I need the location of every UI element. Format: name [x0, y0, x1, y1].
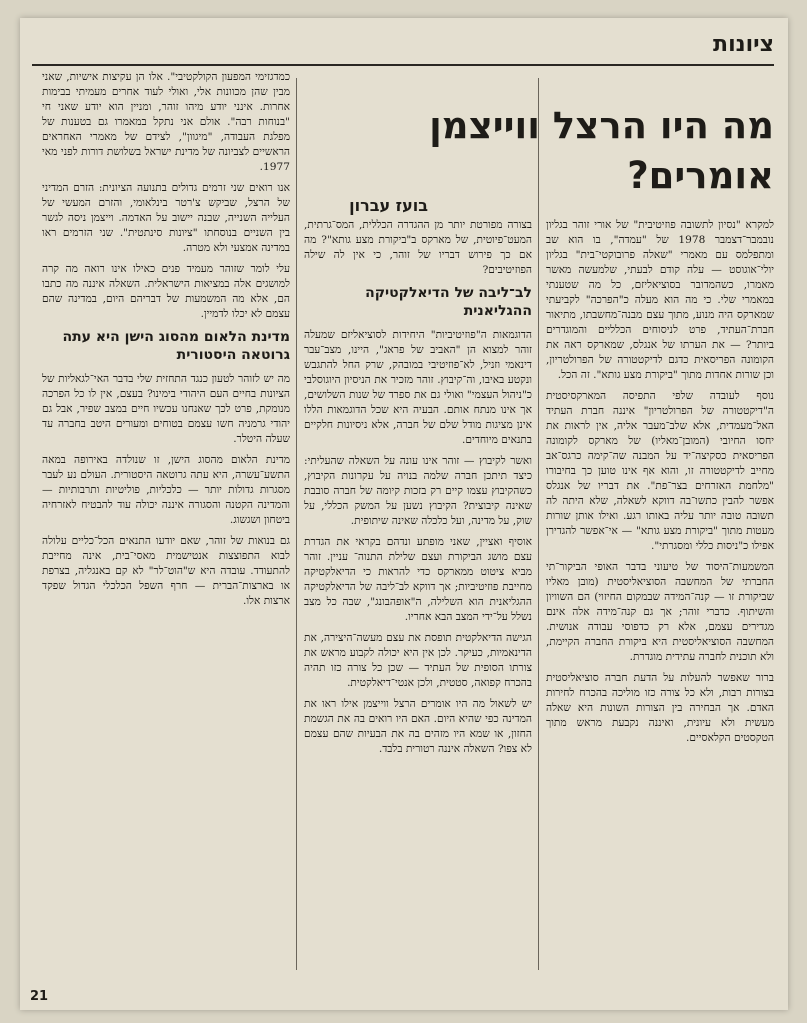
subheading: מדינת הלאום מהסוג הישן היא עתה גרוטאה היסטורית: [62, 329, 290, 363]
column-divider: [538, 78, 539, 970]
paragraph: אוסיף ואציין, שאני מופתע ונדהם בקראי את הגדרת עצם מושג הביקורת ועצם שלילת התנוה־ עניין. זוהר מביא ציטוט ממארקס כדי להראות כי הדיאלקטיקה מחייבת פוזיטיביות; אך דווקא לב־ליבה של הדיאלקטיקה ההגליאנית הוא השלילה, ה"אופהבונג", שבה כל מצב נשלל על־ידי המצב הבא אחריו.: [304, 536, 532, 623]
section-label: ציונות: [713, 32, 774, 57]
article-headline: מה היו הרצל ווייצמן אומרים?: [429, 103, 774, 197]
paragraph: כמדגזימי המפעון הקולקטיבי". אלו הן עקיצות אישיות, שאני מבין שהן מכוונות אלי, ואולי לעוד אחרים מעמיתי בבימות אחרות. אינני יודע מיהו זוהר, ומניין הוא יודע שאני חי "בנוחות רבה". אולם אני נתקל במאמרו גם בטענות של מפלגת העבודה, "מיגוון", לצידם של מאמרי האחראים הראשיים לצביונה של מדינת ישראל בשלושת דורות לפני מאי 1977.: [42, 71, 290, 173]
paragraph: המשמעות־היסוד של טיעוני בדבר האופי הביקור־תי החברתי של המחשבה הסוציאליסטית (מובן מאליו שביקורת זו — קנה־המידה שבמקום החיזוי) הם השוויון והשיתוף. כדברי זוהר; אך גם קנה־מידה אלה אינם מגדירים עצמם, אלא רק כדפוסי עבודה אנושית. המחשבה הסוציאליסטית היא ביקורת החברה הקיימת, ולא תוכנית לחברה עתידית מוגדרת.: [546, 561, 774, 663]
paragraph: מדינת הלאום מהסוג הישן, זו שנולדה באירופה במאה התשע־עשרה, היא עתה גרוטאה היסטורית. העולם נע לעבר מסגרות גדולות יותר — כלכליות, פוליטיות ותרבותיות — והמדינה הקטנה והסגורה איננה יכולה עוד להבטיח לאזרחיה ביטחון ושגשוג.: [42, 454, 290, 526]
subheading: לב־ליבה של הדיאלקטיקה ההגליאנית: [365, 285, 532, 319]
paragraph: הגישה הדיאלקטית תופסת את עצם מעשה־היצירה, את הדינאמיות, כעיקר. לכן אין היא יכולה לקבוע מראש את צורתו הסופית של העתיד — שכן כל צורה כזו תהיה בהכרח קפואה, סטטית, ולכן אנטי־דיאלקטית.: [304, 632, 532, 689]
paragraph: יש לשאול מה היו אומרים הרצל ווייצמן אילו ראו את המדינה כפי שהיא היום. האם היו רואים בה את הגשמת החזון, או שמא היו מזהים בה את הבעיות שהם עצמם לא צפו? השאלה איננה רטורית בלבד.: [304, 698, 532, 755]
magazine-page: [20, 18, 788, 1010]
article-column-middle: [304, 218, 532, 978]
page-number: 21: [30, 989, 49, 1004]
paragraph: למקרא "נסיון לתשובה פוזיטיבית" של אורי זוהר בגליון נובמבר־דצמבר 1978 של "עמדה", בו הוא שב ומתפלמס עם מאמרי "שאלה פרובוקטי־בית" בגליון יולי־אוגוסט — עלה קודם לבעתי, שלמעשה מאשר מאמרו, כשהמדובר בסוציאליזם, כל מה שטענתי במאמרי שלי. כי מה הוא מעלה כ"הפרכה" לקביעתי שמארקס היה מנוע, מתוך עצם מבנה־מחשבתו, מתיאור חברת־העתיד, פרט לניסוחים הכלליים והמוגדרים ביותר? — את הערתו של אנגלס, שמארקס ראה את הקומונה הפריסאית כדגם לדיקטטורה של הפרולטריון, וכן שורות אחדות מתוך "ביקורת מצע גותא". זה הכל.: [546, 219, 774, 381]
article-column-left: [42, 70, 290, 980]
header-rule: [32, 64, 774, 66]
paragraph: ואשר לקיבוץ — זוהר אינו עונה על השאלה שהעליתי: כיצד תיתכן חברה שלמה בנויה על עקרונות הקיבוץ, כשהקיבוץ עצמו קיים רק בזכות קיומה של חברה סובבת שאינה קיבוצית? הקיבוץ נשען על המשק הכללי, על שוק, על מדינה, ועל כלכלה שאינה שיתופית.: [304, 455, 532, 527]
paragraph: גם בנואות של זוהר, שאם יודעו התנאים הכל־כליים עלולה לבוא התפוצצות אנטישמית מאסי־בית, אינה מחייבת להתעודד. עובדה היא ש"הוט־לר" לא קם באנגליה, בצרפת או בארצות־הברית — חרף השפל הכלכלי הגדול שפקד ארצות אלו.: [42, 535, 290, 607]
paragraph: עלי לומר שזוהר מעמיד פנים כאילו אינו רואה מה קרה למושגים אלה במציאות הישראלית. השאלה איננה מה כתבו הם, אלא מה המשמעות של דבריהם היום, במדינה שהם עצמם לא יכלו לדמיין.: [42, 263, 290, 320]
paragraph: בצורה מפורטת יותר מן ההגדרה הכללית, המס־גרתית, המעט־פיוטית, של מארקס ב"ביקורת מצע גותא"? מה אם כך פירוש דבריו של זוהר, כי אין לה שילה הפוזיטיבים?: [304, 219, 532, 276]
paragraph: הדוגמאות ה"פוזיטיביות" היחידות לסוציאליזם שמעלה זוהר למצוא הן "האביב של פראג", היינו, מצב־עבר דינאמי וזניל, לא־פוזיטיבי במובהק, שרק החל להתגבש ונקטע באיבו, וה־קיבוץ. זוהר מזכיר את הניסיון היוגוסלבי כ"ניהול העצמי" ואולי גם את ספרד של שנות השלושים, אך אינו מנתח אותם. הבעיה היא שכל הדוגמאות הללו אינן מציגות מודל שלם של חברה, אלא ניסיונות חלקיים בתנאים מיוחדים.: [304, 329, 532, 446]
paragraph: מה יש לזוהר לטעון כנגד התחזית שלי בדבר האי־לגאליות של הציונות בחיים העם היהודי בימינו? בעצם, אין לו כל הפרכה מנומקת, פרט לכך שאנחנו עכשיו חיים במצב שפיר, אבל גם יהודי גרמניה חשו עצמם בטוחים ומעורים היטב בחברה עד שעלה היטלר.: [42, 373, 290, 445]
paragraph: ברור שאפשר להעלות על הדעת חברה סוציאליסטית בצורות רבות, ולא כל צורה כזו מוליכה בהכרח לחירות האדם. אך הבחירה בין הצורות השונות היא שאלה מעשית ולא עיונית, ואיננה נקבעת מראש מתוך הטקסטים הקלאסיים.: [546, 672, 774, 744]
article-byline: בועז עברון: [349, 196, 428, 215]
column-divider: [296, 78, 297, 970]
paragraph: נוסף לעובדה שלפי התפיסה המארקסיסטית ה"דיקטטורה של הפרולטריון" איננה חברת העתיד האל־מעמדית, אלא שלב־מעבר אליה, אין לראות את יחסו החיובי (המובן־מאליו) של מארקס לקומונה הפריסאית כסקיצה־יד על המבנה שה־קימה כרגס־אב מחייב לדיקטטורה זו, והוא אף אינו טוען כך בחיבורו "מלחמת האזרחים בצר־פת". את דבריו של אנגלס אפשר להבין כתשו־בה דווקא לשאלה, שלא היתה לה תשובה טובה יותר עליה באותו רגע. ואילו אותן שורות מעטות מתוך "ביקורת מצע גותא" — אי־אפשר להגדירן אפילו כ"ניסות כללי ומסגרתי".: [546, 390, 774, 552]
paragraph: אנו רואים שני זרמים גדולים בתנועה הציונית: הזרם המדיני של הרצל, שביקש צ'רטר בינלאומי, והזרם המעשי של העלייה השנייה, שבנה יישוב על האדמה. וייצמן ניסה לגשר בין השניים בנוסחתו "ציונות סינתטית". שני הזרמים ראו במדינה אמצעי ולא מטרה.: [42, 182, 290, 254]
article-column-right: [546, 218, 774, 978]
